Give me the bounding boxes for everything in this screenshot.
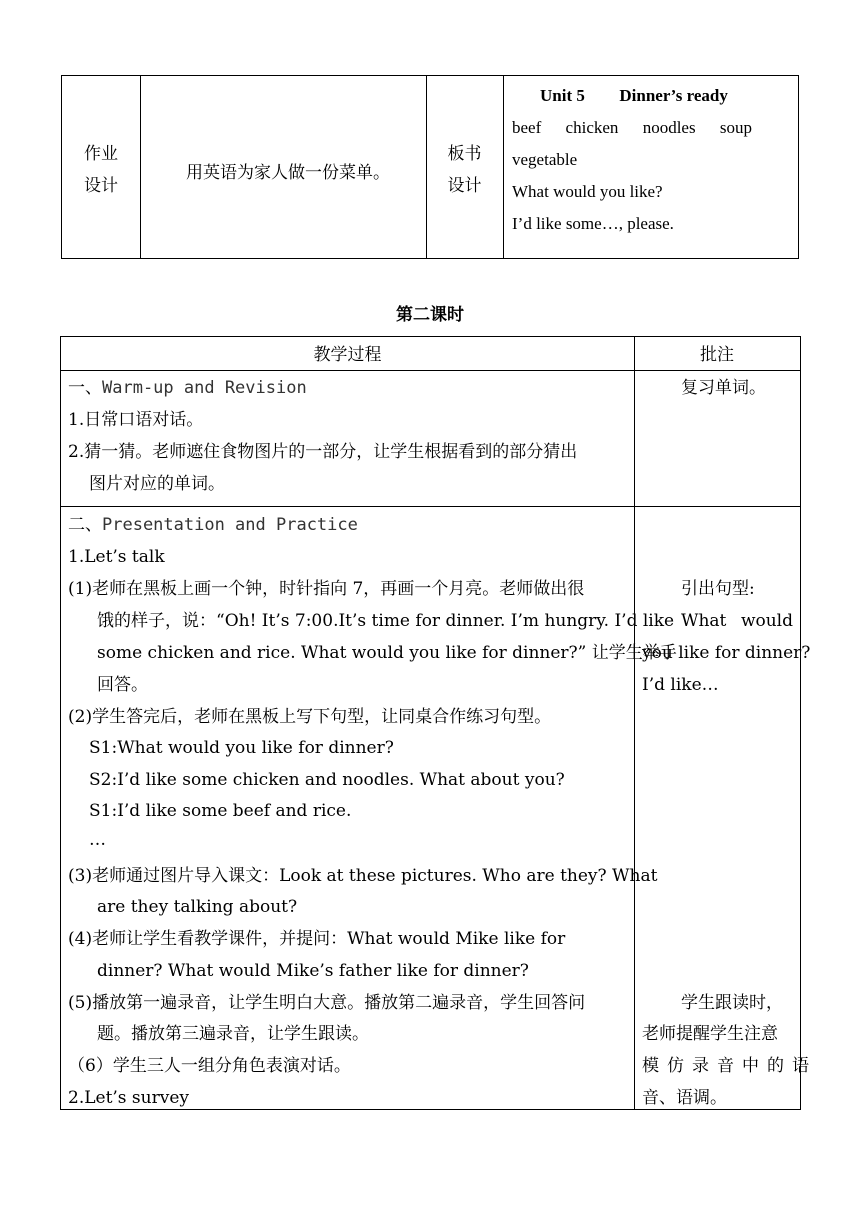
board-word: chicken bbox=[565, 118, 619, 137]
section1-line: 2.猜一猜。老师遮住食物图片的一部分，让学生根据看到的部分猜出 bbox=[68, 442, 578, 462]
section2-line: (4)老师让学生看教学课件，并提问：What would Mike like for bbox=[68, 929, 566, 949]
board-word: noodles bbox=[642, 118, 696, 137]
section2-line: (5)播放第一遍录音，让学生明白大意。播放第二遍录音，学生回答问 bbox=[68, 993, 586, 1013]
board-word: soup bbox=[719, 118, 752, 137]
section1-line: 1.日常口语对话。 bbox=[68, 410, 204, 430]
section1-line: 图片对应的单词。 bbox=[89, 474, 225, 494]
homework-label bbox=[62, 138, 140, 202]
column-divider bbox=[634, 337, 635, 1109]
board-title-name: Dinner’s ready bbox=[619, 86, 728, 105]
section2-title-en: Presentation and Practice bbox=[102, 515, 358, 535]
section2-line: S2:I’d like some chicken and noodles. What about you? bbox=[89, 770, 565, 790]
board-title bbox=[540, 80, 728, 112]
header-teaching-process: 教学过程 bbox=[313, 345, 382, 365]
board-word: beef bbox=[512, 118, 542, 137]
section2-note1-line: I’d like… bbox=[642, 675, 719, 695]
board-label bbox=[426, 138, 503, 202]
section2-note1-word: would bbox=[740, 611, 793, 631]
section2-line: (3)老师通过图片导入课文：Look at these pictures. Who are they? What bbox=[68, 866, 658, 886]
section2-note2-line: 模仿录音中的语 bbox=[642, 1056, 817, 1076]
section2-line: 1.Let’s talk bbox=[68, 547, 165, 567]
section1-title-cn: 一、 bbox=[68, 378, 102, 398]
board-label-line: 设计 bbox=[447, 176, 482, 196]
section2-line: 回答。 bbox=[97, 675, 148, 695]
section2-line: 2.Let’s survey bbox=[68, 1088, 190, 1108]
board-line: What would you like? bbox=[512, 182, 663, 201]
section1-note: 复习单词。 bbox=[681, 378, 766, 398]
section2-note2-line: 音、语调。 bbox=[642, 1088, 727, 1108]
board-words bbox=[512, 112, 752, 144]
section2-line: S1:What would you like for dinner? bbox=[89, 738, 394, 758]
section2-line: … bbox=[89, 830, 106, 850]
homework-label-line: 作业 bbox=[84, 144, 118, 164]
teaching-process-table bbox=[60, 336, 817, 1110]
section2-note1-line: you like for dinner? bbox=[642, 643, 811, 663]
section1-title-en: Warm-up and Revision bbox=[102, 378, 307, 398]
row-divider bbox=[61, 506, 800, 507]
section2-line: 饿的样子，说：“Oh! It’s 7:00.It’s time for dinner. I’m hungry. I’d like bbox=[97, 611, 675, 631]
section2-note2-line: 老师提醒学生注意 bbox=[642, 1024, 778, 1044]
column-divider bbox=[503, 76, 504, 258]
board-line: vegetable bbox=[512, 150, 578, 169]
section2-title bbox=[68, 513, 358, 537]
section2-line: are they talking about? bbox=[97, 897, 298, 917]
section2-note1-line bbox=[681, 609, 793, 633]
board-label-line: 板书 bbox=[447, 144, 482, 164]
section2-line: （6）学生三人一组分角色表演对话。 bbox=[68, 1056, 351, 1076]
section1-title bbox=[68, 376, 307, 400]
section2-note2-line: 学生跟读时， bbox=[681, 993, 783, 1013]
homework-label-line: 设计 bbox=[84, 176, 118, 196]
section2-note1-line: 引出句型: bbox=[681, 579, 755, 599]
homework-content: 用英语为家人做一份菜单。 bbox=[186, 163, 390, 183]
section2-title-cn: 二、 bbox=[68, 515, 102, 535]
section2-line: (2)学生答完后，老师在黑板上写下句型，让同桌合作练习句型。 bbox=[68, 707, 552, 727]
section2-line: (1)老师在黑板上画一个钟，时针指向 7，再画一个月亮。老师做出很 bbox=[68, 579, 585, 599]
section2-line: dinner? What would Mike’s father like for dinner? bbox=[97, 961, 529, 981]
section2-line: some chicken and rice. What would you like for dinner?” 让学生举手 bbox=[97, 643, 677, 663]
homework-board-table bbox=[61, 75, 799, 259]
board-line: I’d like some…, please. bbox=[512, 214, 674, 233]
lesson-title: 第二课时 bbox=[396, 305, 464, 325]
section2-line: 题。播放第三遍录音，让学生跟读。 bbox=[97, 1024, 369, 1044]
board-title-unit: Unit 5 bbox=[540, 86, 585, 105]
section2-note1-word: What bbox=[681, 611, 727, 631]
section2-line: S1:I’d like some beef and rice. bbox=[89, 801, 352, 821]
header-notes: 批注 bbox=[700, 345, 734, 365]
column-divider bbox=[140, 76, 141, 258]
